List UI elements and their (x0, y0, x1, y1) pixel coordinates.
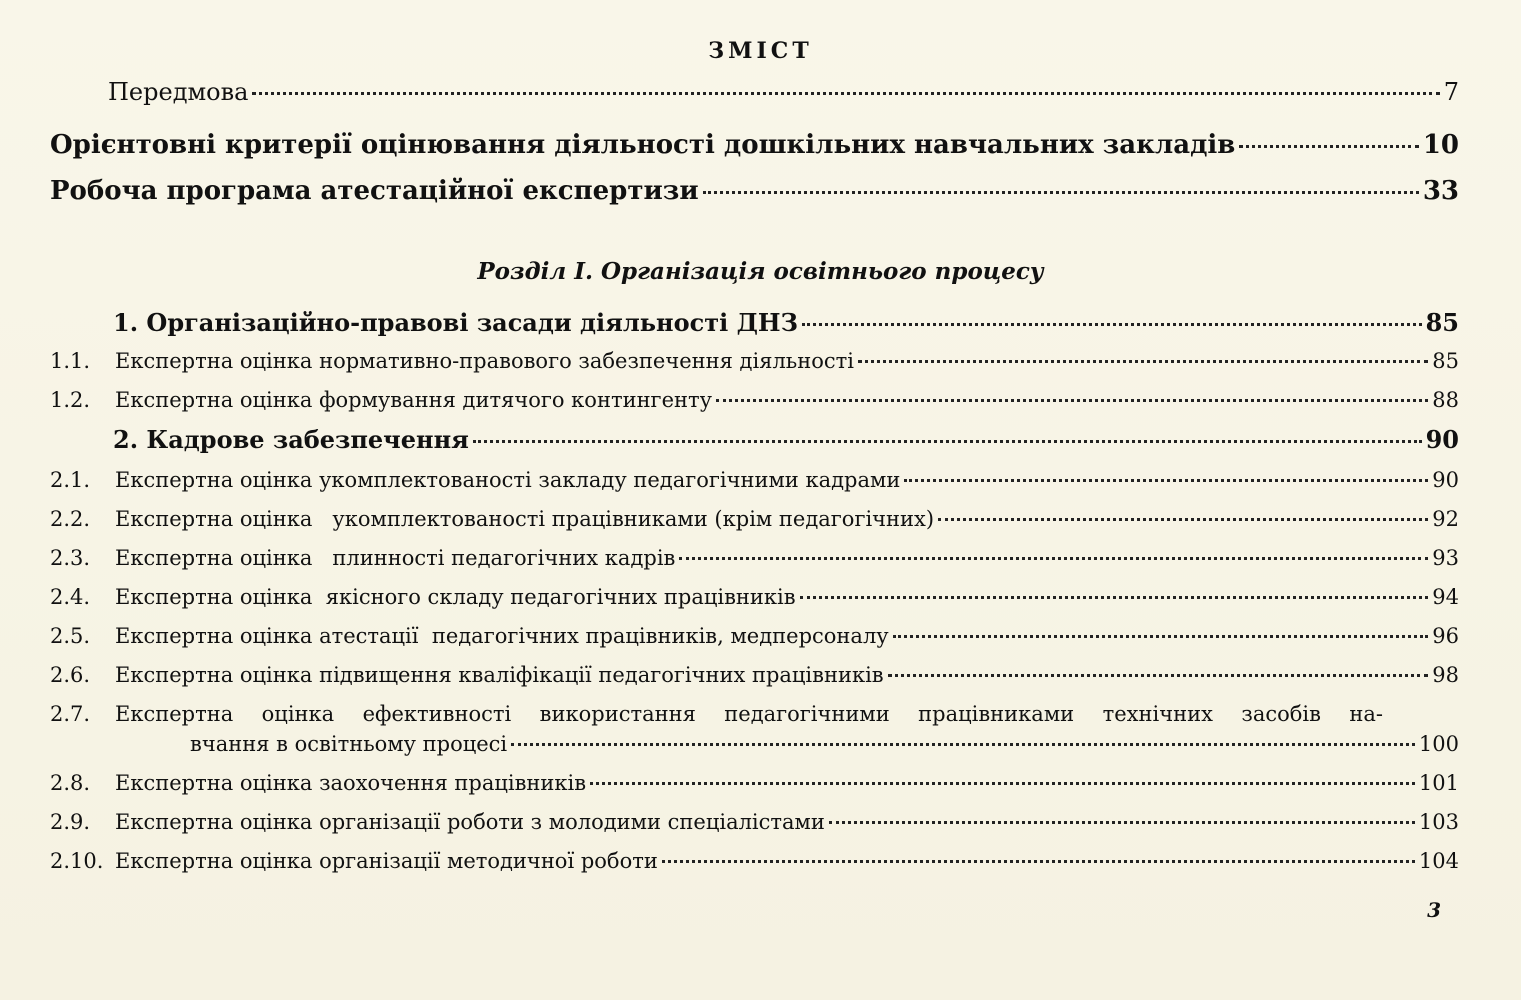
toc-item[interactable] (50, 771, 1459, 795)
entry-page: 88 (1432, 388, 1459, 412)
item-code: 2.10. (50, 849, 104, 873)
entry-page: 100 (1418, 732, 1459, 756)
item-code: 2.7. (50, 702, 91, 726)
dot-leader (703, 191, 1419, 194)
entry-label: Експертна оцінка підвищення кваліфікації педагогічних працівників (115, 663, 884, 687)
entry-label: Експертна оцінка атестації педагогічних працівників, медперсоналу (115, 624, 889, 648)
item-code: 2.2. (50, 507, 91, 531)
entry-page: 94 (1432, 585, 1459, 609)
entry-label: Експертна оцінка заохочення працівників (115, 771, 587, 795)
dot-leader (938, 518, 1428, 521)
toc-entry-preface[interactable] (108, 78, 1459, 106)
entry-label: Передмова (108, 78, 249, 106)
item-code: 2.5. (50, 624, 91, 648)
entry-label: Експертна оцінка плинності педагогічних кадрів (115, 546, 676, 570)
dot-leader (590, 782, 1415, 785)
toc-item[interactable] (50, 849, 1459, 873)
toc-title: ЗМІСТ (708, 38, 813, 64)
entry-page: 10 (1422, 130, 1459, 160)
entry-page: 85 (1432, 349, 1459, 373)
entry-page: 85 (1425, 308, 1459, 337)
toc-item[interactable] (50, 349, 1459, 373)
dot-leader (473, 440, 1422, 443)
toc-item[interactable] (50, 468, 1459, 492)
dot-leader (904, 479, 1428, 482)
entry-page: 90 (1425, 425, 1459, 454)
dot-leader (858, 360, 1428, 363)
toc-item[interactable] (50, 507, 1459, 531)
toc-item[interactable] (50, 810, 1459, 834)
dot-leader (829, 821, 1415, 824)
entry-label-continued: вчання в освітньому процесі (190, 732, 508, 756)
item-code: 2.4. (50, 585, 91, 609)
dot-leader (716, 399, 1428, 402)
toc-group-staff[interactable] (113, 425, 1459, 454)
entry-page: 104 (1418, 849, 1459, 873)
dot-leader (252, 92, 1439, 95)
toc-entry-program[interactable] (50, 176, 1459, 206)
entry-label: Експертна оцінка укомплектованості працівниками (крім педагогічних) (115, 507, 935, 531)
item-code: 2.9. (50, 810, 91, 834)
entry-page: 33 (1422, 176, 1459, 206)
dot-leader (662, 860, 1415, 863)
entry-label: Експертна оцінка ефективності використання педагогічними працівниками технічних засобів на- (115, 702, 1383, 726)
toc-item[interactable] (50, 624, 1459, 648)
entry-label: 2. Кадрове забезпечення (113, 425, 469, 454)
dot-leader (802, 323, 1422, 326)
dot-leader (800, 596, 1429, 599)
toc-item-wrapped-line1[interactable] (50, 702, 1383, 726)
toc-entry-criteria[interactable] (50, 130, 1459, 160)
toc-item[interactable] (50, 388, 1459, 412)
dot-leader (893, 635, 1429, 638)
toc-item[interactable] (50, 546, 1459, 570)
dot-leader (888, 674, 1429, 677)
entry-label: Робоча програма атестаційної експертизи (50, 176, 699, 206)
entry-page: 93 (1432, 546, 1459, 570)
dot-leader (679, 557, 1428, 560)
entry-page: 90 (1432, 468, 1459, 492)
item-code: 2.8. (50, 771, 91, 795)
toc-item-wrapped-line2[interactable] (190, 732, 1459, 756)
entry-label: Експертна оцінка організації роботи з молодими спеціалістами (115, 810, 825, 834)
entry-label: 1. Організаційно-правові засади діяльності ДНЗ (113, 308, 798, 337)
item-code: 2.3. (50, 546, 91, 570)
dot-leader (511, 743, 1415, 746)
dot-leader (1239, 145, 1418, 148)
page-number: 3 (1427, 898, 1441, 922)
toc-item[interactable] (50, 663, 1459, 687)
entry-page: 7 (1443, 78, 1459, 106)
item-code: 2.6. (50, 663, 91, 687)
entry-page: 98 (1432, 663, 1459, 687)
entry-page: 103 (1418, 810, 1459, 834)
entry-label: Експертна оцінка якісного складу педагогічних працівників (115, 585, 796, 609)
entry-label: Експертна оцінка укомплектованості закладу педагогічними кадрами (115, 468, 901, 492)
entry-label: Експертна оцінка нормативно-правового забезпечення діяльності (115, 349, 854, 373)
entry-label: Експертна оцінка організації методичної роботи (115, 849, 658, 873)
section-heading: Розділ І. Організація освітнього процесу (477, 258, 1044, 285)
entry-page: 92 (1432, 507, 1459, 531)
item-code: 1.2. (50, 388, 91, 412)
entry-label: Експертна оцінка формування дитячого контингенту (115, 388, 712, 412)
entry-label: Орієнтовні критерії оцінювання діяльності дошкільних навчальних закладів (50, 130, 1236, 160)
entry-page: 101 (1418, 771, 1459, 795)
toc-item[interactable] (50, 585, 1459, 609)
toc-group-legal[interactable] (113, 308, 1459, 337)
entry-page: 96 (1432, 624, 1459, 648)
item-code: 1.1. (50, 349, 91, 373)
item-code: 2.1. (50, 468, 91, 492)
